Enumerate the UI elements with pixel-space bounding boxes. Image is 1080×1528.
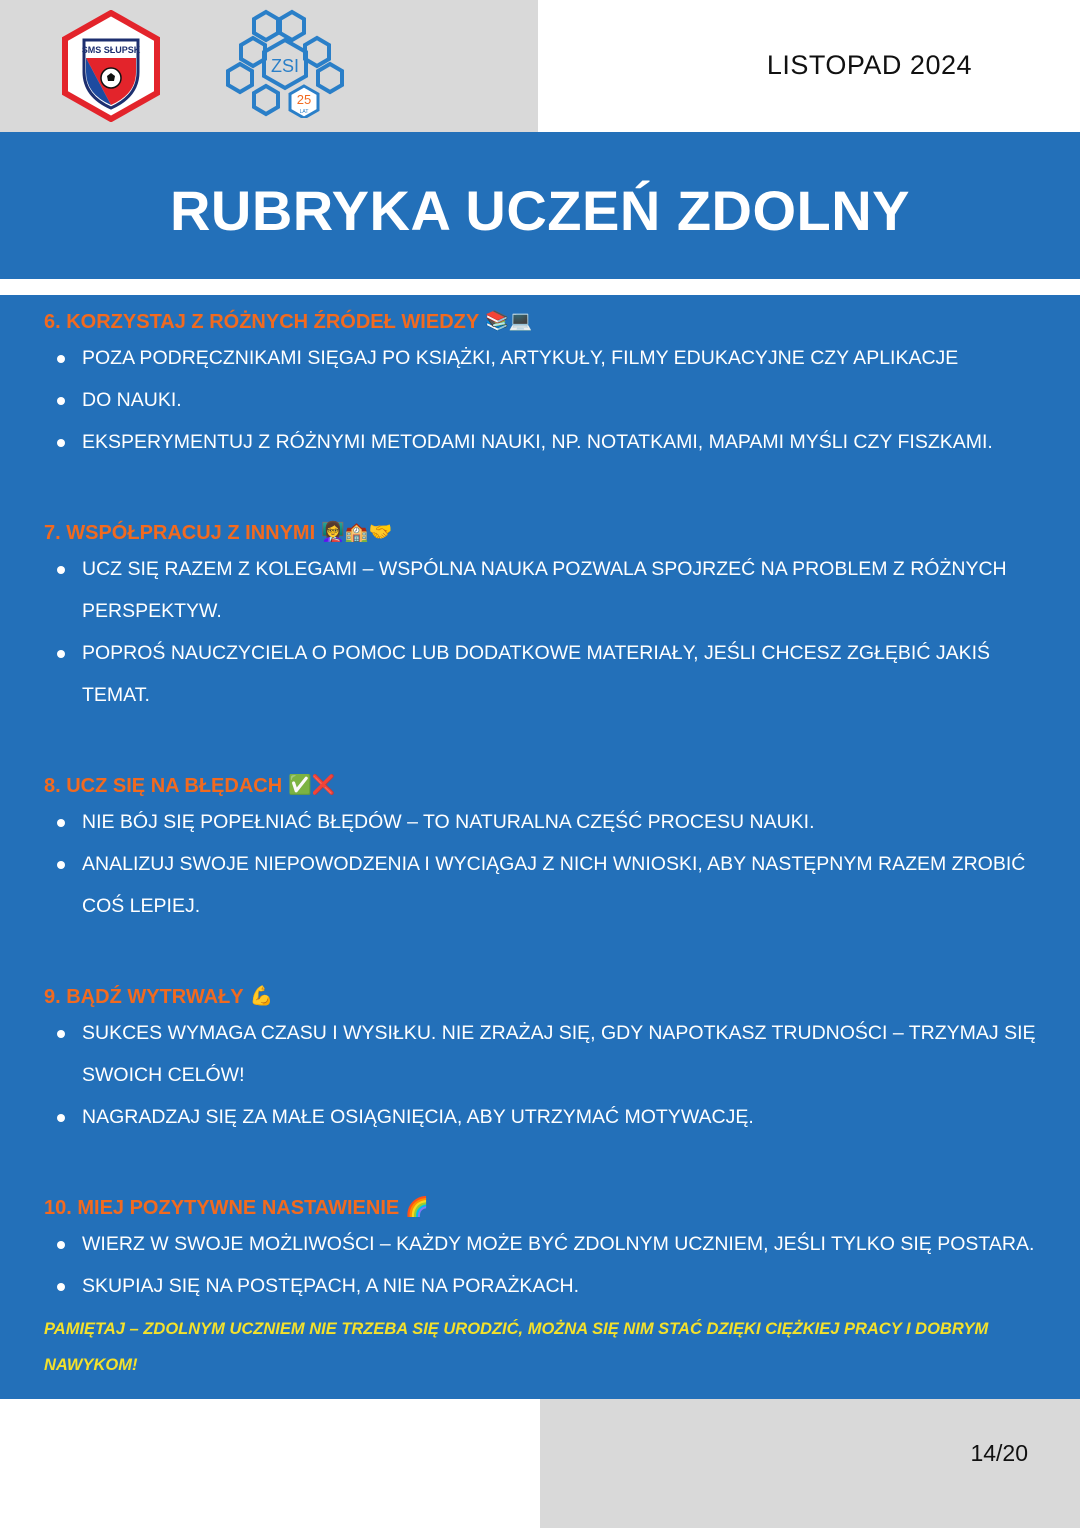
content-panel (0, 295, 1080, 1399)
issue-date: LISTOPAD 2024 (766, 50, 972, 80)
section-heading (44, 518, 1062, 548)
zsi-anniversary-logo (226, 8, 344, 118)
section-heading-text: 10. MIEJ POZYTYWNE NASTAWIENIE (44, 1197, 400, 1219)
section-heading (44, 307, 1062, 337)
school-crest-logo (60, 10, 162, 122)
flexed-biceps-icon: 💪 (249, 986, 274, 1007)
section-9 (44, 982, 1062, 1138)
section-heading-text: 7. WSPÓŁPRACUJ Z INNYMI (44, 522, 316, 544)
crest-text: SMS SŁUPSK (81, 45, 141, 55)
list-item: NIE BÓJ SIĘ POPEŁNIAĆ BŁĘDÓW – TO NATURALNA CZĘŚĆ PROCESU NAUKI. (44, 801, 1062, 843)
books-laptop-icon: 📚💻 (485, 311, 533, 332)
bullet-list (44, 801, 1062, 927)
list-item: SUKCES WYMAGA CZASU I WYSIŁKU. NIE ZRAŻAJ SIĘ, GDY NAPOTKASZ TRUDNOŚCI – TRZYMAJ SIĘ SWOICH CELÓW! (44, 1012, 1062, 1096)
section-10 (44, 1193, 1062, 1307)
list-item: SKUPIAJ SIĘ NA POSTĘPACH, A NIE NA PORAŻKACH. (44, 1265, 1062, 1307)
list-item: WIERZ W SWOJE MOŻLIWOŚCI – KAŻDY MOŻE BYĆ ZDOLNYM UCZNIEM, JEŚLI TYLKO SIĘ POSTARA. (44, 1223, 1062, 1265)
section-7 (44, 518, 1062, 716)
list-item: EKSPERYMENTUJ Z RÓŻNYMI METODAMI NAUKI, NP. NOTATKAMI, MAPAMI MYŚLI CZY FISZKAMI. (44, 421, 1062, 463)
list-item: UCZ SIĘ RAZEM Z KOLEGAMI – WSPÓLNA NAUKA POZWALA SPOJRZEĆ NA PROBLEM Z RÓŻNYCH PERSPEKTYW. (44, 548, 1062, 632)
teacher-school-handshake-icon: 👩‍🏫🏫🤝 (321, 522, 393, 543)
anniversary-years: 25 (296, 92, 312, 107)
check-cross-icon: ✅❌ (288, 775, 336, 796)
section-8 (44, 771, 1062, 927)
list-item: NAGRADZAJ SIĘ ZA MAŁE OSIĄGNIĘCIA, ABY UTRZYMAĆ MOTYWACJĘ. (44, 1096, 1062, 1138)
section-heading (44, 771, 1062, 801)
list-item: DO NAUKI. (44, 379, 1062, 421)
section-heading (44, 982, 1062, 1012)
section-6 (44, 307, 1062, 463)
bullet-list (44, 1012, 1062, 1138)
section-heading-text: 6. KORZYSTAJ Z RÓŻNYCH ŹRÓDEŁ WIEDZY (44, 311, 480, 333)
section-heading-text: 8. UCZ SIĘ NA BŁĘDACH (44, 775, 283, 797)
anniversary-label: LAT (299, 109, 309, 115)
list-item: POPROŚ NAUCZYCIELA O POMOC LUB DODATKOWE MATERIAŁY, JEŚLI CHCESZ ZGŁĘBIĆ JAKIŚ TEMAT. (44, 632, 1062, 716)
title-band (0, 132, 1080, 279)
bullet-list (44, 337, 1062, 463)
bullet-list (44, 548, 1062, 716)
list-item: POZA PODRĘCZNIKAMI SIĘGAJ PO KSIĄŻKI, ARTYKUŁY, FILMY EDUKACYJNE CZY APLIKACJE (44, 337, 1062, 379)
zsi-text: ZSI (270, 56, 300, 76)
section-heading (44, 1193, 1062, 1223)
list-item: ANALIZUJ SWOJE NIEPOWODZENIA I WYCIĄGAJ Z NICH WNIOSKI, ABY NASTĘPNYM RAZEM ZROBIĆ COŚ LEPIEJ. (44, 843, 1062, 927)
section-heading-text: 9. BĄDŹ WYTRWAŁY (44, 986, 244, 1008)
bullet-list (44, 1223, 1062, 1307)
page-number: 14/20 (970, 1440, 1028, 1466)
page-title: RUBRYKA UCZEŃ ZDOLNY (169, 179, 911, 242)
rainbow-icon: 🌈 (405, 1197, 429, 1218)
reminder-note: PAMIĘTAJ – ZDOLNYM UCZNIEM NIE TRZEBA SIĘ URODZIĆ, MOŻNA SIĘ NIM STAĆ DZIĘKI CIĘŻKIEJ PRACY I DOBRYM NAWYKOM! (44, 1320, 989, 1374)
